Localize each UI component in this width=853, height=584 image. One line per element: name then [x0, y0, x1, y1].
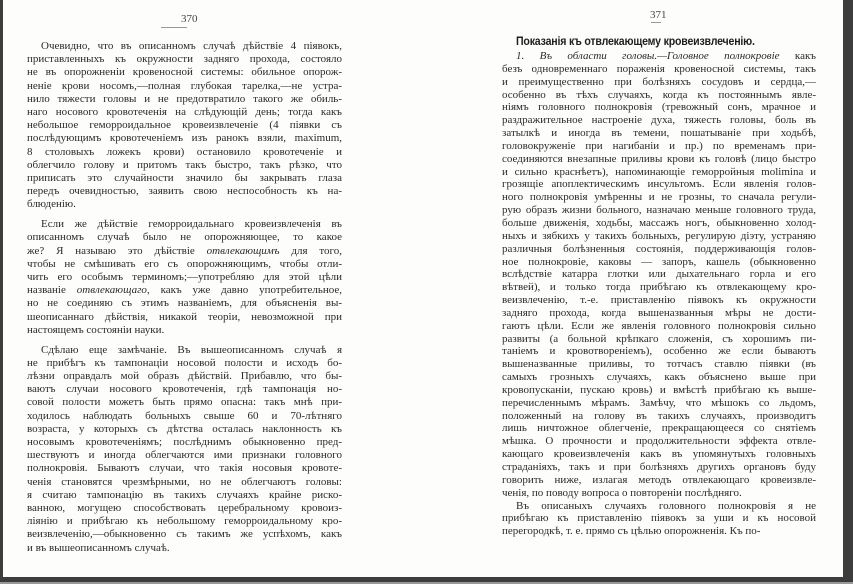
text-line: и преимущественно при болѣзняхъ сосудовъ и сердца,—: [502, 75, 816, 88]
text-line: лишь ничтожное облегченіе, прекращающееся со снятіемъ: [502, 422, 816, 435]
text-line: [27, 245, 342, 258]
text-line: ныхъ и зябкихъ у такихъ больныхъ, регулирую діэту, устраняю: [502, 229, 816, 242]
text-line: 8 столовыхъ ложекъ крови) остановило кровотеченіе и: [27, 145, 342, 158]
text-line: [502, 50, 816, 63]
text-line: не въ опорожненіи кровеносной системы: обильное опорож-: [27, 66, 342, 79]
text-line: гаютъ цѣли. Если же явленія головного полнокровія сильно: [502, 319, 816, 332]
page-number: 371: [650, 9, 667, 21]
paragraph: [27, 344, 342, 555]
page-number-rule: [161, 27, 187, 28]
text-line: вѣтвей), и только тогда прибѣгаю къ отвлекающему кро-: [502, 281, 816, 294]
text-line: лѣзни оправдалъ мой образъ дѣйствій. Прибавлю, что бы-: [27, 370, 342, 383]
text-line: совой полости можетъ быть прямо опасна: такъ мнѣ при-: [27, 396, 342, 409]
text-line: таніемъ и кровотвореніемъ), особенно же если бываютъ: [502, 345, 816, 358]
text-line: неніе крови носомъ,—полная глубокая тарелка,—не устра-: [27, 79, 342, 92]
text-line: веизвлеченію,—обыкновенно съ такимъ же успѣхомъ, какъ: [27, 528, 342, 541]
text-line: раздражительное настроеніе духа, тяжесть головы, боль въ: [502, 114, 816, 127]
text-line: различныя болѣзненныя состоянія, поддерживающія голов-: [502, 242, 816, 255]
text-line: рую образъ жизни больного, назначаю меньше головного труда,: [502, 204, 816, 217]
text-line: [27, 284, 342, 297]
text-line: чтобы не смѣшивать его съ опорожняющимъ, чтобы отли-: [27, 257, 342, 270]
paragraph: [27, 218, 342, 337]
right-page-text: [502, 50, 816, 538]
page-number-rule: [651, 22, 661, 23]
viewer-frame-bottom: [0, 577, 853, 584]
text-line: веизвлеченію, т.-е. приставленію піявокъ къ окружности: [502, 294, 816, 307]
text-line: облегчило голову и притомъ такъ быстро, такъ рѣзко, что: [27, 158, 342, 171]
paragraph: [502, 500, 816, 539]
text-line: грозящіе апоплектическимъ инсультомъ. Если явленія голов-: [502, 178, 816, 191]
text-line: Въ описаныхъ случаяхъ головного полнокровія я не: [516, 499, 816, 512]
text-line: мѣшка. О прочности и продолжительности эффекта отвле-: [502, 435, 816, 448]
text-line: положенный на голову въ такихъ случаяхъ, производитъ: [502, 409, 816, 422]
italic-term: отвлекающимъ: [206, 244, 280, 257]
text-line: полнокровія. Бываютъ случаи, что такія носовыя кровоте-: [27, 462, 342, 475]
text-line: приставленныхъ къ окружности задняго прохода, состояло: [27, 53, 342, 66]
page-number: 370: [181, 13, 198, 25]
left-page: [3, 0, 421, 577]
text-line: я считаю тампонацію въ такихъ случаяхъ крайне риско-: [27, 488, 342, 501]
text-line: перечисленнымъ мѣрамъ. Замѣчу, что мѣшокъ со льдомъ,: [502, 396, 816, 409]
text-line: ходилось наблюдать больныхъ свыше 60 и 70-лѣтняго: [27, 409, 342, 422]
text-segment: для того,: [279, 244, 342, 257]
paragraph: [27, 40, 342, 211]
text-line: наго носового кровотеченія на слѣдующій день; тогда какъ: [27, 105, 342, 118]
text-line: приписать это случайности значило бы закрывать глаза: [27, 171, 342, 184]
text-line: небольшое геморроидальное кровеизвлеченіе (4 піявки съ: [27, 119, 342, 132]
text-line: носовымъ кровотеченіямъ; послѣднимъ обыкновенно пред-: [27, 436, 342, 449]
text-line: безъ одновременнаго пораженія кровеносной системы, такъ: [502, 62, 816, 75]
text-line: кровопусканіи, пускаю кровь) и вмѣстѣ прибѣгаю къ выше-: [502, 383, 816, 396]
text-line: не прибѣгъ къ тампонаціи носовой полости и исходъ бо-: [27, 356, 342, 369]
text-line: ного полнокровія умѣренны и не грозны, то сначала регули-: [502, 191, 816, 204]
italic-term: 1. Въ области головы.—Головное полнокровіе: [516, 50, 780, 62]
text-segment: какъ: [779, 50, 816, 62]
text-line: ліянію и прибѣгаю къ небольшому геморроидальному кро-: [27, 515, 342, 528]
text-line: перегородкѣ, т. е. прямо съ цѣлью опорожненія. Къ по-: [502, 525, 761, 538]
text-line: развиты (а больной крѣпкаго сложенія, съ хорошимъ пи-: [502, 332, 816, 345]
italic-term: отвлекающаго: [76, 284, 147, 297]
text-line: ное полнокровіе, каковы — запоръ, кашель (обыкновенно: [502, 255, 816, 268]
text-line: ванною, могущею способствовать церебральному кровоиз-: [27, 501, 342, 514]
section-heading: Показанія къ отвлекающему кровеизвлеченію.: [516, 36, 755, 48]
text-line: ваютъ случаи носового кровотеченія, гдѣ тампонація но-: [27, 383, 342, 396]
text-line: но не соединяю съ этимъ названіемъ, для объясненія вы-: [27, 297, 342, 310]
text-segment: названіе: [27, 284, 77, 297]
text-line: страданіяхъ, такъ и при болѣзняхъ другихъ органовъ буду: [502, 461, 816, 473]
text-line: блюденію.: [27, 198, 76, 211]
text-line: чить его особымъ терминомъ;—употребляю для этой цѣли: [27, 270, 342, 283]
text-segment: , какъ уже давно употребительное,: [146, 284, 342, 297]
text-line: кающаго кровеизвлеченія какъ въ упомянутыхъ головныхъ: [502, 448, 816, 461]
right-page: [423, 0, 843, 577]
text-line: настоящемъ состояніи науки.: [27, 323, 165, 336]
text-line: соединяются внезапные приливы крови къ головѣ (лицо быстро: [502, 152, 816, 165]
text-line: ченія, по поводу вопроса о повтореніи послѣдняго.: [502, 486, 742, 499]
text-line: больше движенія, ходьбы, массажъ ногъ, обыкновенно холод-: [502, 216, 816, 229]
text-line: шеописаннаго дѣйствія, никакой теоріи, невозможной при: [27, 310, 342, 323]
left-page-text: [27, 40, 342, 562]
text-line: головокруженіе при нагибаніи и пр.) по временамъ при-: [502, 139, 816, 152]
text-segment: же? Я называю это дѣйствіе: [27, 244, 207, 257]
text-line: прибѣгаю къ приставленію піявокъ за уши и къ носовой: [502, 512, 816, 525]
text-line: Если же дѣйствіе геморроидальнаго кровеизвлеченія въ: [41, 218, 342, 231]
text-line: вслѣдствіе катарра глотки или дыхательнаго горла и его: [502, 268, 816, 281]
text-line: особенно въ тѣхъ случаяхъ, когда къ постояннымъ явле-: [502, 88, 816, 101]
text-line: шествуютъ и иногда облегчаются ими признаки головного: [27, 449, 342, 462]
text-line: затылкѣ и иногда въ темени, пошатываніе при ходьбѣ,: [502, 127, 816, 140]
text-line: Очевидно, что въ описанномъ случаѣ дѣйствіе 4 піявокъ,: [41, 40, 342, 52]
text-line: передъ очевидностью, заявить свою неспособность къ на-: [27, 185, 342, 198]
text-line: говорить ниже, излагая методъ отвлекающаго кровеизвле-: [502, 473, 816, 486]
text-line: задняго прохода, когда вышеназванныя мѣры не дости-: [502, 306, 816, 319]
text-line: описанномъ случаѣ было не опорожняющее, то какое: [27, 231, 342, 244]
text-line: вышеназванные приливы, то тотчасъ ставлю піявки (въ: [502, 358, 816, 371]
paragraph: [502, 50, 816, 500]
text-line: послѣдующимъ кровотеченіемъ изъ ранокъ взяли, maximum,: [27, 132, 342, 145]
viewer-frame-right: [843, 0, 853, 584]
text-line: нило тяжести головы и не предотвратило такого же обиль-: [27, 92, 342, 105]
text-line: возраста, у которыхъ съ дѣтства осталась наклонность къ: [27, 422, 342, 435]
text-line: ченія становятся чрезмѣрными, но не облегчаютъ головы:: [27, 475, 342, 488]
text-line: самыхъ грозныхъ случаяхъ, какъ объяснено выше при: [502, 371, 816, 384]
text-line: Сдѣлаю еще замѣчаніе. Въ вышеописанномъ случаѣ я: [41, 343, 342, 356]
text-line: и въ вышеописанномъ случаѣ.: [27, 541, 170, 554]
text-line: и сильно краснѣетъ), напоминающіе геморройныя molimina и: [502, 165, 816, 178]
text-line: ніямъ головного полнокровія (тревожный сонъ, мрачное и: [502, 101, 816, 114]
